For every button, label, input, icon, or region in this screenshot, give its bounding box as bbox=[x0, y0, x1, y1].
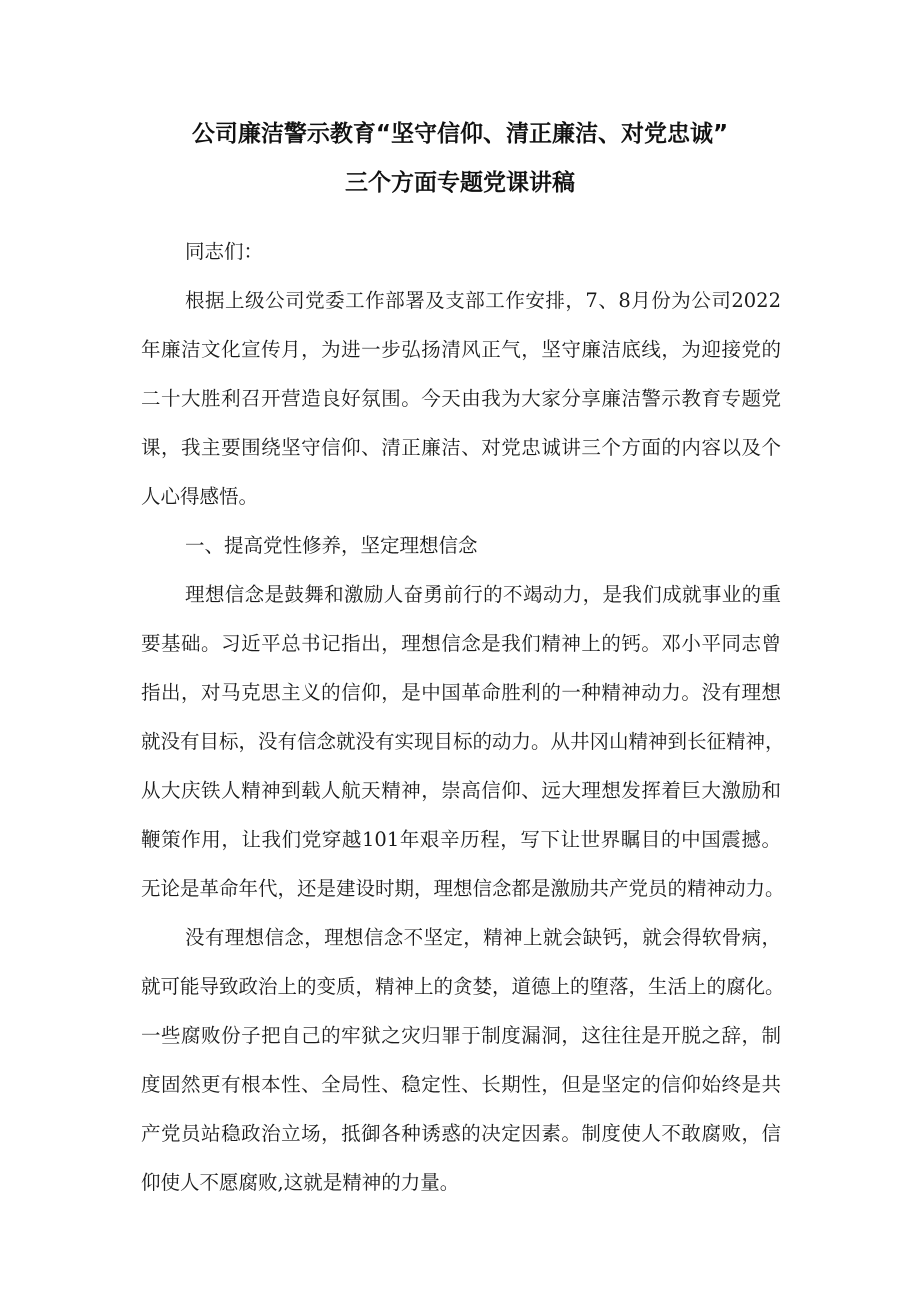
paragraph-line: 度固然更有根本性、全局性、稳定性、长期性，但是坚定的信仰始终是共 bbox=[141, 1073, 781, 1096]
greeting bbox=[141, 227, 781, 276]
paragraph-line: 从大庆铁人精神到载人航天精神，崇高信仰、远大理想发挥着巨大激励和 bbox=[141, 779, 781, 802]
section-heading-text: 一、提高党性修养，坚定理想信念 bbox=[185, 534, 478, 557]
paragraph-line: 就没有目标，没有信念就没有实现目标的动力。从井冈山精神到长征精神， bbox=[141, 730, 785, 753]
paragraph-line: 二十大胜利召开营造良好氛围。今天由我为大家分享廉洁警示教育专题党 bbox=[141, 387, 781, 410]
section-heading-1 bbox=[141, 521, 781, 570]
paragraph-line: 理想信念是鼓舞和激励人奋勇前行的不竭动力，是我们成就事业的重 bbox=[185, 583, 781, 606]
greeting-text: 同志们： bbox=[185, 240, 264, 263]
paragraph-line: 课，我主要围绕坚守信仰、清正廉洁、对党忠诚讲三个方面的内容以及个 bbox=[141, 436, 781, 459]
paragraph-line: 根据上级公司党委工作部署及支部工作安排，7、8月份为公司2022 bbox=[185, 289, 781, 312]
paragraph-line: 没有理想信念，理想信念不坚定，精神上就会缺钙，就会得软骨病， bbox=[185, 926, 781, 949]
paragraph-line: 一些腐败份子把自己的牢狱之灾归罪于制度漏洞，这往往是开脱之辞，制 bbox=[141, 1024, 781, 1047]
paragraph-ideals bbox=[141, 570, 785, 913]
document-title-line-1: 公司廉洁警示教育“坚守信仰、清正廉洁、对党忠诚” bbox=[191, 121, 729, 147]
paragraph-line: 人心得感悟。 bbox=[141, 485, 259, 508]
paragraph-line: 鞭策作用，让我们党穿越101年艰辛历程，写下让世界瞩目的中国震撼。 bbox=[141, 828, 781, 851]
paragraph-line: 指出，对马克思主义的信仰，是中国革命胜利的一种精神动力。没有理想 bbox=[141, 681, 781, 704]
paragraph-consequences bbox=[141, 913, 785, 1207]
paragraph-line: 无论是革命年代，还是建设时期，理想信念都是激励共产党员的精神动力。 bbox=[141, 877, 785, 900]
paragraph-line: 年廉洁文化宣传月，为进一步弘扬清风正气，坚守廉洁底线，为迎接党的 bbox=[141, 338, 781, 361]
paragraph-line: 就可能导致政治上的变质，精神上的贪婪，道德上的堕落，生活上的腐化。 bbox=[141, 975, 785, 998]
paragraph-intro bbox=[141, 276, 781, 521]
paragraph-line: 仰使人不愿腐败,这就是精神的力量。 bbox=[141, 1171, 460, 1194]
paragraph-line: 产党员站稳政治立场，抵御各种诱惑的决定因素。制度使人不敢腐败，信 bbox=[141, 1122, 781, 1145]
paragraph-line: 要基础。习近平总书记指出，理想信念是我们精神上的钙。邓小平同志曾 bbox=[141, 632, 781, 655]
document-title-line-2: 三个方面专题党课讲稿 bbox=[345, 170, 575, 196]
